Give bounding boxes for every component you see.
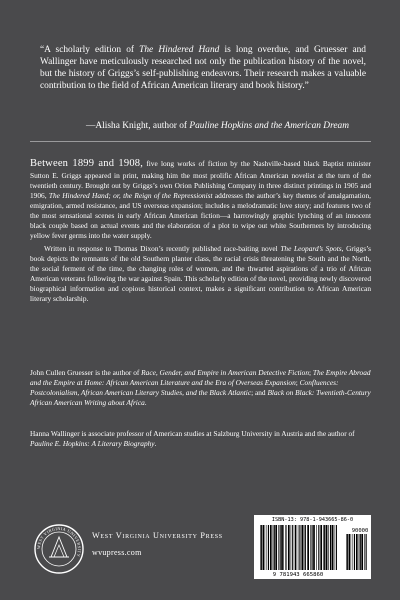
bio-text: ;	[309, 368, 313, 377]
bio-book-title: Black on Black: Twentieth-Century African American Writing about Africa	[30, 387, 371, 407]
barcode-bar	[332, 525, 334, 570]
barcode-bar	[260, 525, 261, 570]
barcode-bar	[285, 525, 286, 570]
blurb-book-title: The Hindered Hand	[139, 45, 220, 55]
barcode-bar	[261, 525, 262, 570]
bio-text: .	[144, 397, 147, 407]
barcode-graphic	[254, 515, 371, 579]
description-text: five long works of fiction by the Nashville-based black Baptist minister Sutton E. Griggs appeared in print, making him the most prolific African American novelist at the turn of the twentieth century. Brought out by Griggs’s own Orion Publishing Company in three distinct printings in 1905 and 1906,	[30, 159, 371, 201]
barcode-bar	[274, 525, 275, 570]
barcode-bar	[278, 525, 279, 570]
barcode-bar	[305, 525, 306, 570]
barcode-bar	[356, 534, 358, 570]
barcode-bar	[347, 534, 348, 570]
blurb-quote	[40, 44, 366, 92]
attribution-book-title: Pauline Hopkins and the American Dream	[189, 121, 349, 131]
publisher-website: wvupress.com	[92, 548, 142, 557]
blurb-text: is long overdue, and Gruesser and Wallinger have meticulously researched not only the publication history of the novel, but the history of Griggs’s self-publishing endeavors. Their research makes a valuable contribution to the field of African American literary and book history.”	[40, 45, 366, 92]
isbn-label: ISBN-13: 978-1-943665-86-0	[271, 517, 354, 523]
book-description	[30, 157, 371, 304]
barcode-bar	[304, 525, 305, 570]
divider-rule	[30, 141, 371, 142]
bio-text: ;	[295, 377, 300, 387]
barcode-bar	[328, 525, 329, 570]
barcode-bar	[320, 525, 322, 570]
barcode-bar	[280, 525, 281, 570]
barcode-bar	[330, 525, 331, 570]
author-bio-gruesser	[30, 368, 371, 408]
barcode-bar	[354, 534, 355, 570]
bio-book-title: Pauline E. Hopkins: A Literary Biography	[30, 438, 155, 448]
review-blurb	[40, 44, 366, 92]
barcode-bar	[361, 534, 363, 570]
publisher-name: West Virginia University Press	[92, 531, 223, 540]
barcode-bar	[310, 525, 311, 570]
barcode-bar	[295, 525, 297, 570]
description-paragraph-2	[30, 244, 371, 304]
barcode-bar	[270, 525, 272, 570]
barcode-bar	[360, 534, 361, 570]
barcode-bar	[273, 525, 274, 570]
description-text: , Griggs’s book depicts the remnants of the old Southern planter class, the racial crisis threatening the South and the North, the social ferment of the time, the changing roles of women, and the thwarted aspirations of a trio of African American veterans following the war against Spain. This scholarly edition of the novel, providing newly discovered biographical information and copious historical context, makes a significant contribution to African American literary scholarship.	[30, 244, 371, 304]
price-code: 90000	[351, 528, 369, 534]
barcode-bar	[281, 525, 283, 570]
bio-text: .	[154, 438, 157, 448]
barcode-bar	[349, 534, 351, 570]
barcode-bar	[299, 525, 300, 570]
description-text: addresses the author’s key themes of amalgamation, emigration, armed resistance, and US overseas expansion; includes a melodramatic love story; and features two of the most sensational scenes in early African American fiction—a harrowingly graphic lynching of an innocent black couple based on actual events and the elaboration of a plot to wipe out white Southerners by introducing yellow fever germs into the water supply.	[30, 191, 371, 241]
barcode-bar	[366, 534, 367, 570]
barcode-bar	[336, 525, 337, 570]
description-book-title: The Hindered Hand; or, the Reign of the Repressionist	[48, 191, 213, 201]
barcode-bar	[263, 525, 265, 570]
description-book-title: The Leopard’s Spots	[280, 244, 342, 254]
isbn-barcode	[254, 515, 371, 579]
bio-text: ; and	[251, 387, 268, 397]
barcode-bar	[266, 525, 267, 570]
barcode-bar	[323, 525, 324, 570]
barcode-bar	[301, 525, 303, 570]
barcode-bar	[298, 525, 299, 570]
author-bio-wallinger	[30, 429, 371, 449]
barcode-bar	[312, 525, 313, 570]
barcode-bar	[275, 525, 277, 570]
description-paragraph-1	[30, 157, 371, 241]
barcode-digits: 9 781943 665860	[272, 572, 324, 578]
barcode-bar	[288, 525, 290, 570]
barcode-bar	[313, 525, 315, 570]
university-seal-logo	[33, 523, 85, 575]
bio-book-title: Race, Gender, and Empire in American Detective Fiction	[141, 368, 310, 377]
barcode-bar	[359, 534, 360, 570]
barcode-bar	[326, 525, 328, 570]
barcode-bar	[352, 534, 353, 570]
lead-in-phrase: Between 1899 and 1908,	[30, 158, 144, 169]
bio-book-title: Confluences: Postcolonialism, African American Literary Studies, and the Black Atlantic	[30, 377, 339, 397]
barcode-bar	[292, 525, 293, 570]
barcode-bar	[316, 525, 317, 570]
barcode-bar	[364, 534, 365, 570]
bio-text: Hanna Wallinger is associate professor of American studies at Salzburg University in Austria and the author of	[30, 429, 355, 438]
bio-text: John Cullen Gruesser is the author of	[30, 368, 142, 377]
barcode-bar	[318, 525, 319, 570]
description-text: Written in response to Thomas Dixon’s recently published race-baiting novel	[44, 244, 281, 254]
blurb-attribution	[86, 121, 386, 131]
barcode-bar	[334, 525, 335, 570]
barcode-bar	[346, 534, 347, 570]
barcode-bar	[324, 525, 325, 570]
attribution-text: —Alisha Knight, author of	[86, 121, 190, 131]
bio-book-title: The Empire Abroad and the Empire at Home: African American Literature and the Era of Overseas Expansion	[30, 368, 371, 387]
barcode-bar	[268, 525, 269, 570]
barcode-bar	[291, 525, 292, 570]
svg-text:WEST VIRGINIA UNIVERSITY: WEST VIRGINIA UNIVERSITY	[35, 525, 83, 558]
barcode-bar	[307, 525, 309, 570]
blurb-text: “A scholarly edition of	[40, 45, 140, 55]
barcode-bar	[283, 525, 284, 570]
